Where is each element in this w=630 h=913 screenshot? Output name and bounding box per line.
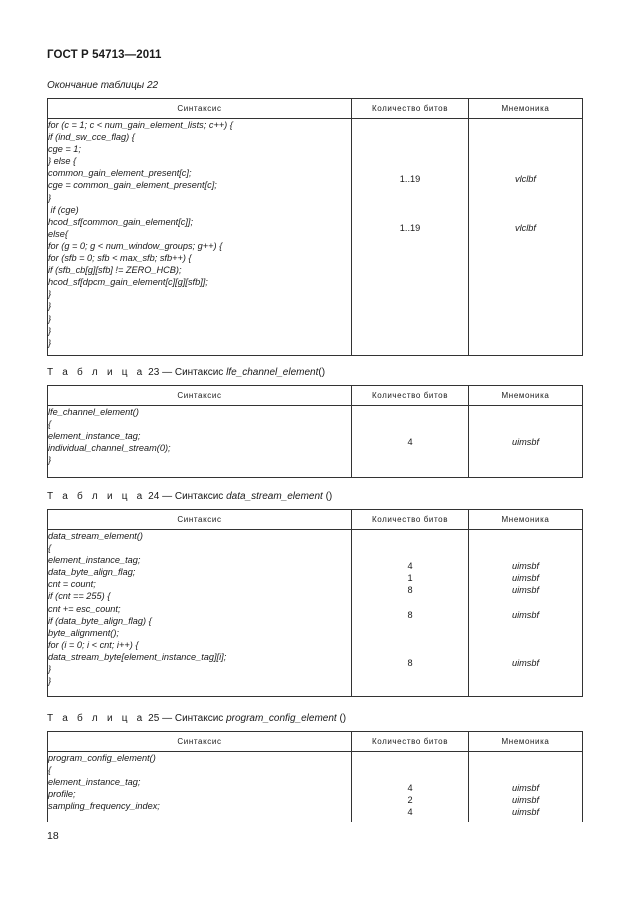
code-line: hcod_sf[dpcm_gain_element[c][g][sfb]]; [48,277,208,288]
mnemonic-value: uimsbf [511,573,540,584]
bits-value [352,621,468,633]
mnemonic-value [469,319,582,331]
mnemonic-value: uimsbf [511,561,540,572]
column-header-mnemonic: Мнемоника [469,386,583,406]
code-line: data_byte_align_flag; [48,567,136,578]
column-header-bits: Количество битов [352,99,469,119]
bits-value [352,319,468,331]
mnemonic-value: uimsbf [511,807,540,818]
mnemonic-value [469,282,582,294]
column-header-syntax: Синтаксис [48,510,352,530]
bits-value: 4 [407,783,413,794]
table-25 [47,731,583,822]
bits-value [352,306,468,318]
code-line: lfe_channel_element() [48,407,139,417]
code-line: if (sfb_cb[g][sfb] != ZERO_HCB); [48,265,182,276]
mnemonic-value [469,770,582,782]
bits-value [352,548,468,560]
table23-caption: Т а б л и ц а 23 — Синтаксис lfe_channel_element() [47,367,326,378]
mnemonic-value [469,645,582,657]
bits-value [352,210,468,222]
code-line: } [48,313,52,324]
mnemonic-value [469,548,582,560]
mnemonic-cell [469,530,583,697]
bits-value [352,331,468,343]
bits-cell [352,119,469,356]
bits-value: 1..19 [399,174,421,185]
mnemonic-value: uimsbf [511,585,540,596]
code-line: for (sfb = 0; sfb < max_sfb; sfb++) { [48,253,192,264]
mnemonic-value [469,343,582,355]
code-line: byte_alignment(); [48,627,119,638]
bits-value [352,681,468,693]
code-line: profile; [48,789,76,800]
code-line: if (cge) [48,204,79,215]
code-line: for (i = 0; i < cnt; i++) { [48,639,139,650]
code-line: element_instance_tag; [48,777,141,788]
bits-value: 8 [407,657,413,668]
bits-value: 4 [407,561,413,572]
code-line: if (cnt == 255) { [48,591,111,602]
bits-value [352,270,468,282]
bits-value: 8 [407,585,413,596]
mnemonic-value [469,633,582,645]
bits-value [352,294,468,306]
syntax-cell [48,406,352,478]
code-line: element_instance_tag; [48,555,141,566]
code-line: cge = 1; [48,144,81,155]
table-23 [47,385,583,478]
mnemonic-value: uimsbf [511,437,540,448]
bits-value [352,234,468,246]
mnemonic-value [469,758,582,770]
bits-value [352,149,468,161]
bits-value: 2 [407,795,413,806]
bits-value [352,137,468,149]
mnemonic-value: uimsbf [511,783,540,794]
code-line: } [48,325,52,336]
syntax-cell [48,119,352,356]
mnemonic-value [469,210,582,222]
code-line: common_gain_element_present[c]; [48,168,192,179]
mnemonic-value [469,161,582,173]
code-line: } [48,664,52,675]
mnemonic-value [469,270,582,282]
bits-value [352,770,468,782]
syntax-cell [48,530,352,697]
bits-value [352,343,468,355]
mnemonic-cell [469,406,583,478]
bits-cell [352,530,469,697]
table25-caption: Т а б л и ц а 25 — Синтаксис program_config_element () [47,713,347,724]
code-line: sampling_frequency_index; [48,801,160,812]
mnemonic-value: vlclbf [515,222,536,233]
mnemonic-value [469,536,582,548]
code-line: } [48,455,52,466]
table22-continuation-caption: Окончание таблицы 22 [47,80,159,91]
mnemonic-value [469,681,582,693]
code-line: else{ [48,228,68,239]
bits-value [352,282,468,294]
code-line: if (ind_sw_cce_flag) { [48,132,135,143]
mnemonic-value [469,294,582,306]
bits-value [352,412,468,424]
code-line: for (g = 0; g < num_window_groups; g++) { [48,240,223,251]
code-line: cge = common_gain_element_present[c]; [48,180,217,191]
code-line: program_config_element() [48,753,156,763]
code-line: } [48,289,52,300]
mnemonic-value [469,621,582,633]
syntax-cell [48,752,352,822]
code-line: hcod_sf[common_gain_element[c]]; [48,216,194,227]
mnemonic-value [469,460,582,472]
mnemonic-value: vlclbf [515,174,536,185]
bits-value [352,633,468,645]
bits-value [352,185,468,197]
mnemonic-value: uimsbf [511,657,540,668]
column-header-bits: Количество битов [352,386,469,406]
page-number: 18 [47,830,59,842]
mnemonic-value [469,596,582,608]
code-line: } [48,192,52,203]
mnemonic-value [469,331,582,343]
mnemonic-value [469,149,582,161]
bits-cell [352,406,469,478]
mnemonic-value [469,258,582,270]
bits-value [352,536,468,548]
column-header-syntax: Синтаксис [48,386,352,406]
code-line: for (c = 1; c < num_gain_element_lists; c++) { [48,120,233,130]
column-header-syntax: Синтаксис [48,99,352,119]
table24-caption: Т а б л и ц а 24 — Синтаксис data_stream_element () [47,491,333,502]
column-header-mnemonic: Мнемоника [469,510,583,530]
code-line: element_instance_tag; [48,431,141,442]
mnemonic-value [469,198,582,210]
mnemonic-value [469,424,582,436]
mnemonic-value [469,306,582,318]
mnemonic-value [469,125,582,137]
code-line: data_stream_byte[element_instance_tag][i]; [48,651,227,662]
mnemonic-value [469,412,582,424]
bits-value [352,596,468,608]
bits-value: 1..19 [399,222,421,233]
bits-value: 1 [407,573,413,584]
mnemonic-value [469,669,582,681]
column-header-syntax: Синтаксис [48,732,352,752]
mnemonic-value: uimsbf [511,609,540,620]
bits-value [352,161,468,173]
bits-value [352,645,468,657]
mnemonic-value [469,137,582,149]
code-line: { [48,543,52,554]
column-header-bits: Количество битов [352,732,469,752]
code-line: { [48,765,52,776]
mnemonic-value: uimsbf [511,795,540,806]
code-line: data_stream_element() [48,531,143,541]
code-line: } [48,337,52,348]
bits-value [352,669,468,681]
bits-value [352,424,468,436]
code-line: cnt += esc_count; [48,603,121,614]
code-line: } [48,676,52,687]
bits-cell [352,752,469,822]
bits-value: 4 [407,437,413,448]
code-line: individual_channel_stream(0); [48,443,171,454]
mnemonic-value [469,234,582,246]
code-line: cnt = count; [48,579,96,590]
code-line: } else { [48,156,77,167]
bits-value [352,198,468,210]
bits-value [352,448,468,460]
bits-value [352,125,468,137]
bits-value [352,460,468,472]
bits-value [352,758,468,770]
column-header-mnemonic: Мнемоника [469,99,583,119]
mnemonic-value [469,185,582,197]
table-22 [47,98,583,356]
mnemonic-cell [469,119,583,356]
column-header-mnemonic: Мнемоника [469,732,583,752]
document-header: ГОСТ Р 54713—2011 [47,49,162,61]
bits-value [352,258,468,270]
mnemonic-value [469,448,582,460]
mnemonic-value [469,246,582,258]
bits-value: 8 [407,609,413,620]
code-line: { [48,419,52,430]
table-24 [47,509,583,697]
bits-value: 4 [407,807,413,818]
bits-value [352,246,468,258]
code-line: if (data_byte_align_flag) { [48,615,152,626]
code-line: } [48,301,52,312]
column-header-bits: Количество битов [352,510,469,530]
mnemonic-cell [469,752,583,822]
